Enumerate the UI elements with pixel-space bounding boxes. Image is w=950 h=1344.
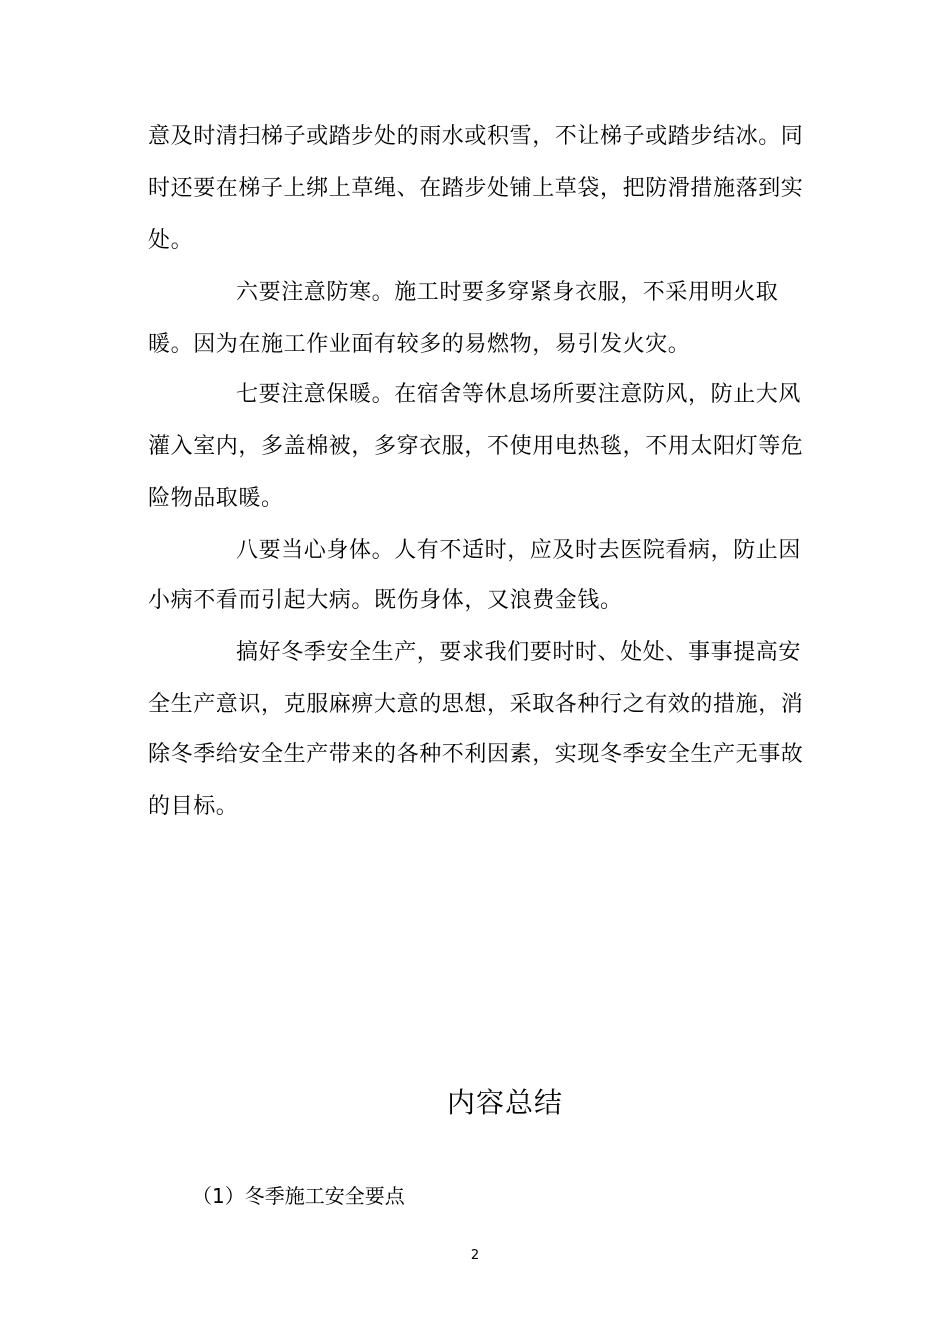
body-text-line: 暖。因为在施工作业面有较多的易燃物，易引发火灾。: [148, 332, 691, 357]
body-text-line: 意及时清扫梯子或踏步处的雨水或积雪，不让梯子或踏步结冰。同: [148, 124, 804, 149]
body-text-line: 除冬季给安全生产带来的各种不利因素，实现冬季安全生产无事故: [148, 742, 804, 767]
paragraph-start-line: 七要注意保暖。在宿舍等休息场所要注意防风，防止大风: [236, 382, 802, 407]
body-text-line: 时还要在梯子上绑上草绳、在踏步处铺上草袋，把防滑措施落到实: [148, 176, 804, 201]
subheading: （1）冬季施工安全要点: [192, 1184, 405, 1208]
paragraph-start-line: 搞好冬季安全生产，要求我们要时时、处处、事事提高安: [236, 640, 802, 665]
paragraph-start-line: 八要当心身体。人有不适时，应及时去医院看病，防止因: [236, 538, 802, 563]
body-text-line: 全生产意识，克服麻痹大意的思想，采取各种行之有效的措施，消: [148, 692, 804, 717]
body-text-line: 险物品取暖。: [148, 486, 284, 511]
body-text-line: 的目标。: [148, 794, 239, 819]
paragraph-start-line: 六要注意防寒。施工时要多穿紧身衣服，不采用明火取: [236, 280, 779, 305]
section-title: 内容总结: [446, 1086, 563, 1119]
body-text-line: 灌入室内，多盖棉被，多穿衣服，不使用电热毯，不用太阳灯等危: [148, 434, 804, 459]
body-text-line: 处。: [148, 228, 194, 253]
body-text-line: 小病不看而引起大病。既伤身体，又浪费金钱。: [148, 588, 623, 613]
page-number: 2: [470, 1248, 480, 1263]
